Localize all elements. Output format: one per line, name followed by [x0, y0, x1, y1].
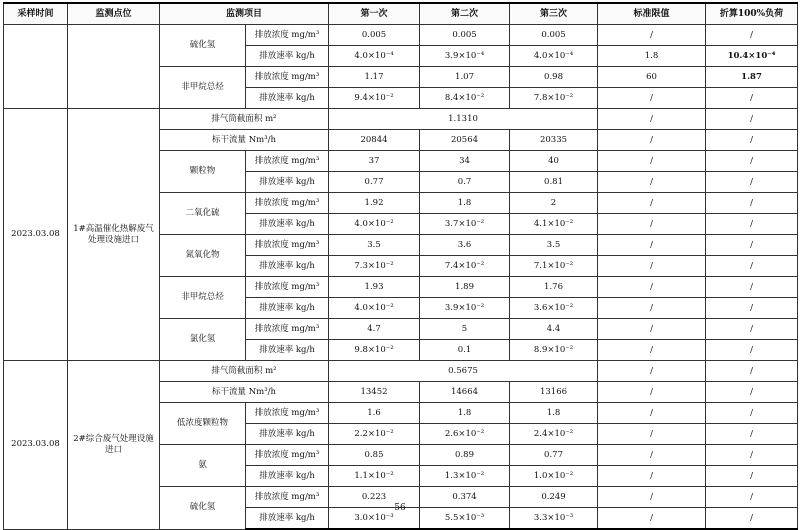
value-first: 1.17 — [329, 67, 420, 88]
monitoring-point: 2#综合废气处理设施进口 — [68, 361, 160, 530]
converted-value: / — [706, 277, 798, 298]
standard-limit: / — [598, 214, 706, 235]
value-third: 2 — [510, 193, 598, 214]
converted-value: / — [706, 382, 798, 403]
flow-label: 标干流量 Nm³/h — [160, 130, 329, 151]
header-sampling-time: 采样时间 — [4, 3, 68, 25]
value-third: 7.1×10⁻² — [510, 256, 598, 277]
value-third: 0.77 — [510, 445, 598, 466]
stack-area-label: 排气筒截面积 m² — [160, 361, 329, 382]
converted-value: / — [706, 151, 798, 172]
value-third: 0.249 — [510, 487, 598, 508]
value-third: 13166 — [510, 382, 598, 403]
converted-value: / — [706, 361, 798, 382]
value-third: 7.8×10⁻² — [510, 88, 598, 109]
monitoring-table — [3, 2, 798, 530]
value-second: 8.4×10⁻² — [420, 88, 510, 109]
standard-limit: / — [598, 319, 706, 340]
value-first: 0.005 — [329, 25, 420, 46]
converted-value: / — [706, 340, 798, 361]
converted-value: / — [706, 25, 798, 46]
standard-limit: / — [598, 235, 706, 256]
value-third: 0.005 — [510, 25, 598, 46]
pollutant-name: 硫化氢 — [160, 487, 246, 530]
flow-label: 标干流量 Nm³/h — [160, 382, 329, 403]
pollutant-name: 氮氧化物 — [160, 235, 246, 277]
header-monitoring-item: 监测项目 — [160, 3, 329, 25]
value-second: 5.5×10⁻³ — [420, 508, 510, 530]
monitoring-document — [3, 2, 797, 530]
converted-value: 10.4×10⁻⁴ — [706, 46, 798, 67]
standard-limit: / — [598, 172, 706, 193]
value-second: 0.005 — [420, 25, 510, 46]
header-monitoring-point: 监测点位 — [68, 3, 160, 25]
value-second: 1.8 — [420, 403, 510, 424]
converted-value: / — [706, 130, 798, 151]
value-first: 3.5 — [329, 235, 420, 256]
value-third: 0.81 — [510, 172, 598, 193]
value-first: 2.2×10⁻² — [329, 424, 420, 445]
header-second: 第二次 — [420, 3, 510, 25]
value-third: 1.8 — [510, 403, 598, 424]
pollutant-name: 硫化氢 — [160, 25, 246, 67]
value-third: 4.4 — [510, 319, 598, 340]
value-second: 3.9×10⁻⁴ — [420, 46, 510, 67]
param-label: 排放速率 kg/h — [246, 340, 329, 361]
converted-value: / — [706, 466, 798, 487]
value-second: 34 — [420, 151, 510, 172]
value-third: 20335 — [510, 130, 598, 151]
param-label: 排放速率 kg/h — [246, 466, 329, 487]
standard-limit: / — [598, 424, 706, 445]
value-second: 2.6×10⁻² — [420, 424, 510, 445]
converted-value: / — [706, 193, 798, 214]
standard-limit: / — [598, 340, 706, 361]
converted-value: / — [706, 508, 798, 530]
value-first: 1.1×10⁻² — [329, 466, 420, 487]
stack-area-value: 0.5675 — [329, 361, 598, 382]
value-third: 0.98 — [510, 67, 598, 88]
standard-limit: / — [598, 88, 706, 109]
value-third: 8.9×10⁻² — [510, 340, 598, 361]
value-first: 13452 — [329, 382, 420, 403]
standard-limit: / — [598, 403, 706, 424]
value-third: 1.0×10⁻² — [510, 466, 598, 487]
value-first: 4.0×10⁻⁴ — [329, 46, 420, 67]
table-row — [4, 361, 798, 382]
converted-value: / — [706, 403, 798, 424]
standard-limit: / — [598, 256, 706, 277]
converted-value: / — [706, 214, 798, 235]
value-first: 4.7 — [329, 319, 420, 340]
converted-value: / — [706, 172, 798, 193]
value-first: 9.8×10⁻² — [329, 340, 420, 361]
param-label: 排放浓度 mg/m³ — [246, 151, 329, 172]
pollutant-name: 二氧化硫 — [160, 193, 246, 235]
standard-limit: 60 — [598, 67, 706, 88]
value-second: 3.7×10⁻² — [420, 214, 510, 235]
value-second: 1.07 — [420, 67, 510, 88]
value-first: 7.3×10⁻² — [329, 256, 420, 277]
pollutant-name: 非甲烷总烃 — [160, 277, 246, 319]
table-row — [4, 25, 798, 46]
value-first: 4.0×10⁻² — [329, 214, 420, 235]
value-first: 0.85 — [329, 445, 420, 466]
sampling-date: 2023.03.08 — [4, 109, 68, 361]
standard-limit: / — [598, 193, 706, 214]
param-label: 排放速率 kg/h — [246, 172, 329, 193]
value-third: 40 — [510, 151, 598, 172]
standard-limit: / — [598, 277, 706, 298]
param-label: 排放速率 kg/h — [246, 214, 329, 235]
converted-value: / — [706, 256, 798, 277]
converted-value: / — [706, 445, 798, 466]
param-label: 排放浓度 mg/m³ — [246, 25, 329, 46]
standard-limit: / — [598, 487, 706, 508]
value-first: 0.223 — [329, 487, 420, 508]
value-first: 37 — [329, 151, 420, 172]
param-label: 排放浓度 mg/m³ — [246, 445, 329, 466]
value-third: 4.1×10⁻² — [510, 214, 598, 235]
param-label: 排放浓度 mg/m³ — [246, 487, 329, 508]
value-first: 0.77 — [329, 172, 420, 193]
value-first: 1.6 — [329, 403, 420, 424]
standard-limit: / — [598, 298, 706, 319]
converted-value: / — [706, 424, 798, 445]
stack-area-value: 1.1310 — [329, 109, 598, 130]
pollutant-name: 非甲烷总烃 — [160, 67, 246, 109]
value-second: 14664 — [420, 382, 510, 403]
value-second: 3.6 — [420, 235, 510, 256]
header-converted-full-load: 折算100%负荷 — [706, 3, 798, 25]
value-third: 3.6×10⁻² — [510, 298, 598, 319]
converted-value: / — [706, 88, 798, 109]
value-second: 1.89 — [420, 277, 510, 298]
table-row — [4, 109, 798, 130]
param-label: 排放浓度 mg/m³ — [246, 277, 329, 298]
value-second: 0.7 — [420, 172, 510, 193]
stack-area-label: 排气筒截面积 m² — [160, 109, 329, 130]
standard-limit: / — [598, 109, 706, 130]
value-second: 20564 — [420, 130, 510, 151]
converted-value: / — [706, 487, 798, 508]
monitoring-point: 1#高温催化热解废气处理设施进口 — [68, 109, 160, 361]
standard-limit: / — [598, 508, 706, 530]
param-label: 排放速率 kg/h — [246, 424, 329, 445]
value-second: 3.9×10⁻² — [420, 298, 510, 319]
param-label: 排放速率 kg/h — [246, 256, 329, 277]
standard-limit: / — [598, 151, 706, 172]
value-third: 4.0×10⁻⁴ — [510, 46, 598, 67]
value-second: 1.8 — [420, 193, 510, 214]
value-second: 0.89 — [420, 445, 510, 466]
standard-limit: / — [598, 361, 706, 382]
header-standard-limit: 标准限值 — [598, 3, 706, 25]
value-first: 9.4×10⁻² — [329, 88, 420, 109]
value-second: 5 — [420, 319, 510, 340]
param-label: 排放浓度 mg/m³ — [246, 235, 329, 256]
value-third: 3.3×10⁻³ — [510, 508, 598, 530]
pollutant-name: 低浓度颗粒物 — [160, 403, 246, 445]
value-third: 2.4×10⁻² — [510, 424, 598, 445]
value-second: 0.1 — [420, 340, 510, 361]
param-label: 排放速率 kg/h — [246, 88, 329, 109]
standard-limit: / — [598, 25, 706, 46]
pollutant-name: 氨 — [160, 445, 246, 487]
value-first: 20844 — [329, 130, 420, 151]
header-row — [4, 3, 798, 25]
converted-value: / — [706, 298, 798, 319]
pollutant-name: 颗粒物 — [160, 151, 246, 193]
param-label: 排放浓度 mg/m³ — [246, 193, 329, 214]
converted-value: / — [706, 109, 798, 130]
standard-limit: 1.8 — [598, 46, 706, 67]
param-label: 排放浓度 mg/m³ — [246, 319, 329, 340]
standard-limit: / — [598, 130, 706, 151]
param-label: 排放浓度 mg/m³ — [246, 67, 329, 88]
value-first: 1.92 — [329, 193, 420, 214]
converted-value: / — [706, 235, 798, 256]
standard-limit: / — [598, 466, 706, 487]
converted-value: 1.87 — [706, 67, 798, 88]
value-second: 0.374 — [420, 487, 510, 508]
value-third: 3.5 — [510, 235, 598, 256]
value-first: 1.93 — [329, 277, 420, 298]
header-third: 第三次 — [510, 3, 598, 25]
param-label: 排放速率 kg/h — [246, 298, 329, 319]
sampling-date: 2023.03.08 — [4, 361, 68, 530]
value-first: 4.0×10⁻² — [329, 298, 420, 319]
param-label: 排放浓度 mg/m³ — [246, 403, 329, 424]
date-cell-continued — [4, 25, 68, 109]
point-cell-continued — [68, 25, 160, 109]
header-first: 第一次 — [329, 3, 420, 25]
standard-limit: / — [598, 382, 706, 403]
value-second: 7.4×10⁻² — [420, 256, 510, 277]
param-label: 排放速率 kg/h — [246, 508, 329, 530]
value-second: 1.3×10⁻² — [420, 466, 510, 487]
page-number: 56 — [394, 503, 406, 513]
value-third: 1.76 — [510, 277, 598, 298]
standard-limit: / — [598, 445, 706, 466]
converted-value: / — [706, 319, 798, 340]
pollutant-name: 氯化氢 — [160, 319, 246, 361]
param-label: 排放速率 kg/h — [246, 46, 329, 67]
value-first: 3.0×10⁻³ — [329, 508, 420, 530]
